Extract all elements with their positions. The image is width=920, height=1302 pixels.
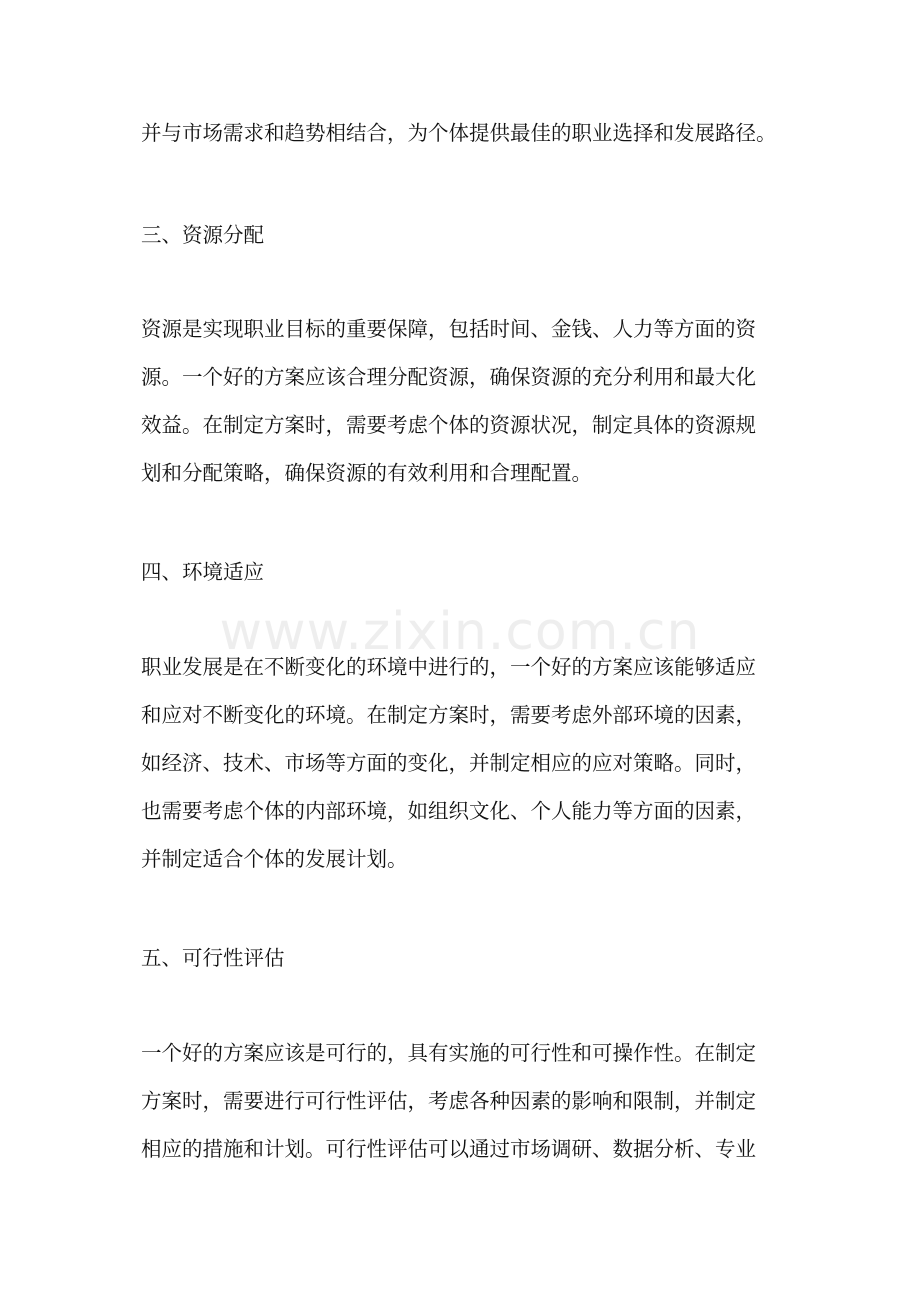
- paragraph-line: 一个好的方案应该是可行的，具有实施的可行性和可操作性。在制定: [141, 1041, 756, 1065]
- paragraph-line: 职业发展是在不断变化的环境中进行的，一个好的方案应该能够适应: [141, 655, 756, 679]
- section-heading-feasibility-assessment: 五、可行性评估: [141, 946, 285, 970]
- paragraph-line: 方案时，需要进行可行性评估，考虑各种因素的影响和限制，并制定: [141, 1089, 756, 1113]
- paragraph-line: 资源是实现职业目标的重要保障，包括时间、金钱、人力等方面的资: [141, 317, 756, 341]
- paragraph-line: 和应对不断变化的环境。在制定方案时，需要考虑外部环境的因素，: [141, 703, 756, 727]
- paragraph-line: 划和分配策略，确保资源的有效利用和合理配置。: [141, 461, 592, 485]
- paragraph-line: 效益。在制定方案时，需要考虑个体的资源状况，制定具体的资源规: [141, 413, 756, 437]
- intro-line: 并与市场需求和趋势相结合，为个体提供最佳的职业选择和发展路径。: [141, 121, 777, 145]
- paragraph-line: 相应的措施和计划。可行性评估可以通过市场调研、数据分析、专业: [141, 1137, 756, 1161]
- section-heading-resource-allocation: 三、资源分配: [141, 223, 264, 247]
- paragraph-line: 并制定适合个体的发展计划。: [141, 847, 408, 871]
- paragraph-line: 也需要考虑个体的内部环境，如组织文化、个人能力等方面的因素，: [141, 799, 756, 823]
- paragraph-line: 如经济、技术、市场等方面的变化，并制定相应的应对策略。同时，: [141, 751, 756, 775]
- paragraph-line: 源。一个好的方案应该合理分配资源，确保资源的充分利用和最大化: [141, 365, 756, 389]
- section-heading-environment-adaptation: 四、环境适应: [141, 560, 264, 584]
- watermark: www.zixin.com.cn: [219, 602, 701, 662]
